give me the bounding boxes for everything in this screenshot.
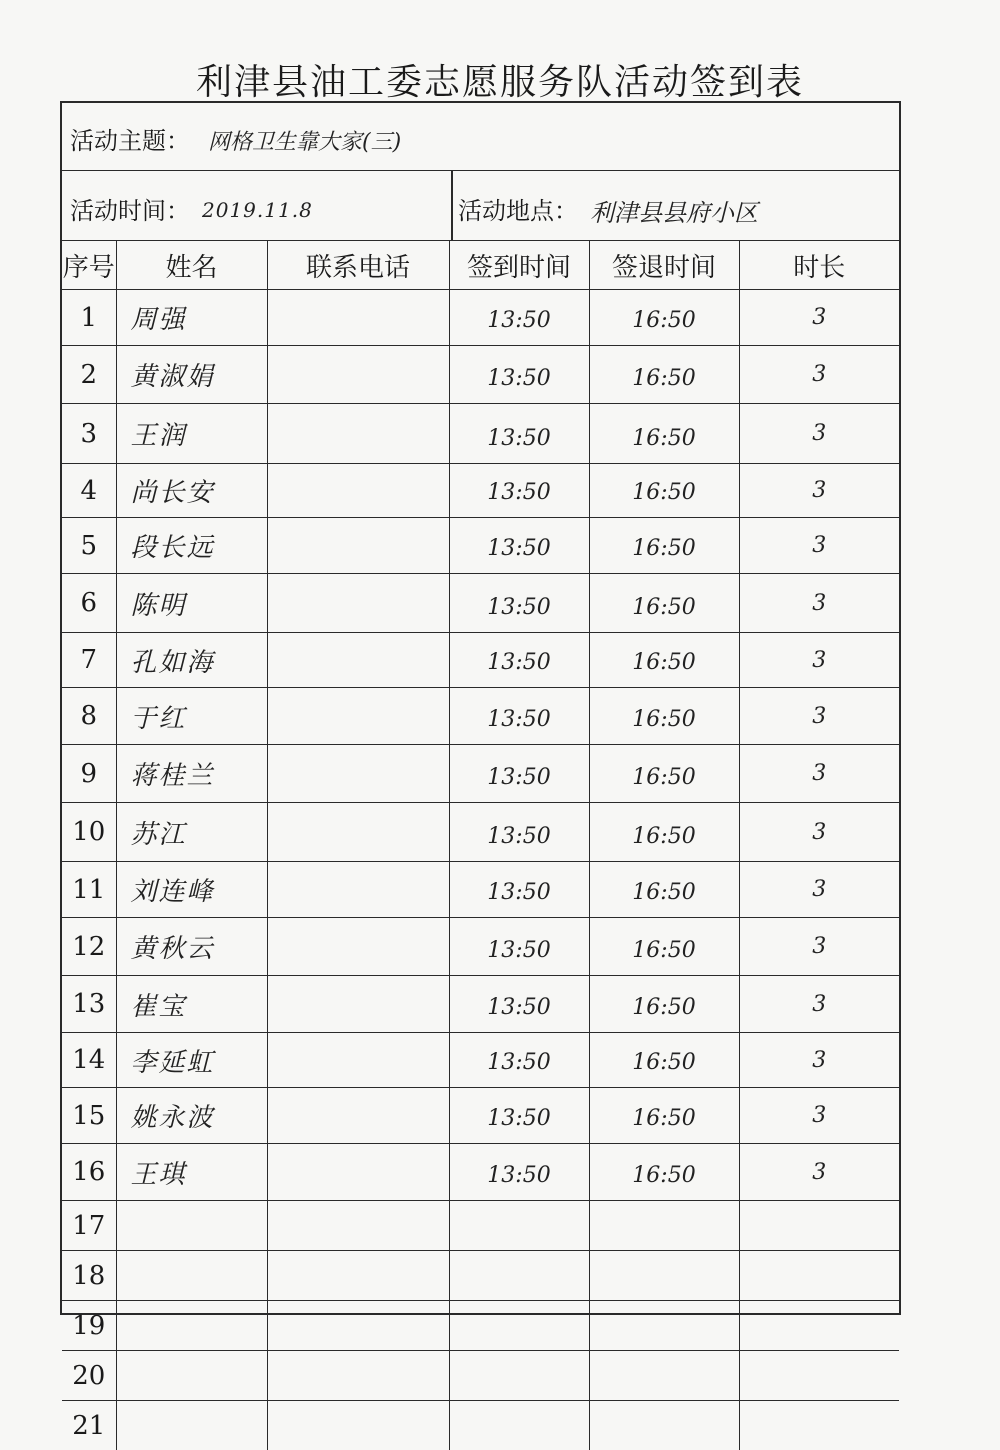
sign-out-time-cell: 16:50 <box>589 404 739 464</box>
table-row <box>62 745 899 803</box>
seq-cell: 21 <box>62 1401 116 1450</box>
phone-cell <box>267 745 449 803</box>
name-cell: 姚永波 <box>116 1088 267 1144</box>
seq-cell: 5 <box>62 518 116 574</box>
table-row <box>62 404 899 464</box>
sign-in-time-cell: 13:50 <box>449 918 589 976</box>
sign-out-time-cell: 16:50 <box>589 1088 739 1144</box>
sign-in-time-cell: 13:50 <box>449 1033 589 1088</box>
duration-cell: 3 <box>739 404 899 464</box>
seq-cell: 2 <box>62 346 116 404</box>
duration-cell: 3 <box>739 464 899 518</box>
time-label: 活动时间： <box>70 191 190 226</box>
seq-cell: 15 <box>62 1088 116 1144</box>
phone-cell <box>267 290 449 346</box>
name-cell: 段长远 <box>116 518 267 574</box>
seq-cell: 12 <box>62 918 116 976</box>
header-phone: 联系电话 <box>267 241 449 290</box>
seq-cell: 14 <box>62 1033 116 1088</box>
phone-cell <box>267 574 449 633</box>
duration-cell: 3 <box>739 918 899 976</box>
table-row <box>62 633 899 688</box>
duration-cell: 3 <box>739 803 899 862</box>
name-cell <box>116 1351 267 1401</box>
seq-cell: 6 <box>62 574 116 633</box>
place-value: 利津县县府小区 <box>590 193 758 228</box>
table-row <box>62 688 899 745</box>
phone-cell <box>267 862 449 918</box>
sign-in-sheet <box>60 101 901 1315</box>
seq-cell: 7 <box>62 633 116 688</box>
seq-cell: 1 <box>62 290 116 346</box>
sign-in-time-cell: 13:50 <box>449 464 589 518</box>
table-row <box>62 918 899 976</box>
sign-out-time-cell <box>589 1251 739 1301</box>
sign-out-time-cell: 16:50 <box>589 290 739 346</box>
table-row <box>62 346 899 404</box>
duration-cell: 3 <box>739 976 899 1033</box>
name-cell: 黄淑娟 <box>116 346 267 404</box>
duration-cell: 3 <box>739 346 899 404</box>
name-cell: 陈明 <box>116 574 267 633</box>
seq-cell: 11 <box>62 862 116 918</box>
name-cell: 蒋桂兰 <box>116 745 267 803</box>
table-row <box>62 1351 899 1401</box>
phone-cell <box>267 688 449 745</box>
sign-out-time-cell: 16:50 <box>589 464 739 518</box>
header-duration: 时长 <box>739 241 899 290</box>
seq-cell: 4 <box>62 464 116 518</box>
name-cell <box>116 1251 267 1301</box>
name-cell <box>116 1201 267 1251</box>
sign-in-time-cell: 13:50 <box>449 290 589 346</box>
phone-cell <box>267 1351 449 1401</box>
sign-out-time-cell: 16:50 <box>589 574 739 633</box>
table-row <box>62 1144 899 1201</box>
name-cell: 黄秋云 <box>116 918 267 976</box>
phone-cell <box>267 976 449 1033</box>
name-cell <box>116 1301 267 1351</box>
seq-cell: 3 <box>62 404 116 464</box>
sign-out-time-cell: 16:50 <box>589 1144 739 1201</box>
duration-cell: 3 <box>739 745 899 803</box>
topic-value: 网格卫生靠大家(三) <box>208 125 401 156</box>
duration-cell <box>739 1201 899 1251</box>
header-seq: 序号 <box>62 241 116 290</box>
sign-in-time-cell <box>449 1251 589 1301</box>
sign-out-time-cell: 16:50 <box>589 745 739 803</box>
duration-cell: 3 <box>739 574 899 633</box>
name-cell: 王润 <box>116 404 267 464</box>
sign-in-time-cell: 13:50 <box>449 976 589 1033</box>
duration-cell: 3 <box>739 633 899 688</box>
phone-cell <box>267 404 449 464</box>
seq-cell: 18 <box>62 1251 116 1301</box>
name-cell: 周强 <box>116 290 267 346</box>
sign-in-time-cell: 13:50 <box>449 633 589 688</box>
table-row <box>62 464 899 518</box>
name-cell: 崔宝 <box>116 976 267 1033</box>
seq-cell: 13 <box>62 976 116 1033</box>
table-row <box>62 976 899 1033</box>
sign-out-time-cell: 16:50 <box>589 1033 739 1088</box>
header-sign-out-time: 签退时间 <box>589 241 739 290</box>
phone-cell <box>267 464 449 518</box>
sign-in-time-cell <box>449 1301 589 1351</box>
table-row <box>62 862 899 918</box>
phone-cell <box>267 803 449 862</box>
sign-out-time-cell <box>589 1351 739 1401</box>
topic-row <box>62 103 899 171</box>
sign-out-time-cell <box>589 1401 739 1450</box>
name-cell: 苏江 <box>116 803 267 862</box>
table-row <box>62 518 899 574</box>
name-cell <box>116 1401 267 1450</box>
duration-cell: 3 <box>739 1144 899 1201</box>
sign-out-time-cell: 16:50 <box>589 918 739 976</box>
header-name: 姓名 <box>116 241 267 290</box>
table-row <box>62 290 899 346</box>
sign-in-time-cell: 13:50 <box>449 574 589 633</box>
sign-in-time-cell: 13:50 <box>449 518 589 574</box>
sign-in-time-cell: 13:50 <box>449 1144 589 1201</box>
seq-cell: 19 <box>62 1301 116 1351</box>
phone-cell <box>267 1144 449 1201</box>
duration-cell: 3 <box>739 290 899 346</box>
sign-out-time-cell: 16:50 <box>589 803 739 862</box>
phone-cell <box>267 1088 449 1144</box>
phone-cell <box>267 633 449 688</box>
table-row <box>62 1033 899 1088</box>
name-cell: 尚长安 <box>116 464 267 518</box>
table-row <box>62 574 899 633</box>
duration-cell: 3 <box>739 1033 899 1088</box>
phone-cell <box>267 1301 449 1351</box>
form-title: 利津县油工委志愿服务队活动签到表 <box>0 54 1000 105</box>
sign-in-time-cell: 13:50 <box>449 862 589 918</box>
sign-out-time-cell <box>589 1201 739 1251</box>
sign-in-time-cell: 13:50 <box>449 803 589 862</box>
sign-out-time-cell <box>589 1301 739 1351</box>
table-row <box>62 1251 899 1301</box>
topic-label: 活动主题： <box>70 121 190 156</box>
phone-cell <box>267 1201 449 1251</box>
name-cell: 王琪 <box>116 1144 267 1201</box>
sign-in-time-cell: 13:50 <box>449 688 589 745</box>
sign-in-time-cell <box>449 1201 589 1251</box>
sign-out-time-cell: 16:50 <box>589 976 739 1033</box>
name-cell: 孔如海 <box>116 633 267 688</box>
phone-cell <box>267 1033 449 1088</box>
table-row <box>62 1401 899 1450</box>
phone-cell <box>267 346 449 404</box>
table-header-row <box>62 241 899 290</box>
meta-divider <box>451 171 453 240</box>
table-row <box>62 1088 899 1144</box>
sign-out-time-cell: 16:50 <box>589 518 739 574</box>
duration-cell: 3 <box>739 688 899 745</box>
seq-cell: 17 <box>62 1201 116 1251</box>
sign-out-time-cell: 16:50 <box>589 688 739 745</box>
duration-cell: 3 <box>739 518 899 574</box>
phone-cell <box>267 518 449 574</box>
duration-cell: 3 <box>739 1088 899 1144</box>
sign-out-time-cell: 16:50 <box>589 862 739 918</box>
phone-cell <box>267 918 449 976</box>
attendance-table <box>62 241 899 1450</box>
time-place-row <box>62 171 899 241</box>
seq-cell: 10 <box>62 803 116 862</box>
table-row <box>62 1201 899 1251</box>
name-cell: 刘连峰 <box>116 862 267 918</box>
sign-out-time-cell: 16:50 <box>589 346 739 404</box>
table-row <box>62 803 899 862</box>
duration-cell <box>739 1351 899 1401</box>
seq-cell: 16 <box>62 1144 116 1201</box>
duration-cell <box>739 1251 899 1301</box>
sign-in-time-cell <box>449 1351 589 1401</box>
place-label: 活动地点： <box>458 191 578 226</box>
table-row <box>62 1301 899 1351</box>
time-value: 2019.11.8 <box>202 198 313 222</box>
sign-in-time-cell <box>449 1401 589 1450</box>
sign-in-time-cell: 13:50 <box>449 404 589 464</box>
seq-cell: 9 <box>62 745 116 803</box>
seq-cell: 8 <box>62 688 116 745</box>
duration-cell: 3 <box>739 862 899 918</box>
sign-in-time-cell: 13:50 <box>449 745 589 803</box>
duration-cell <box>739 1401 899 1450</box>
sign-in-time-cell: 13:50 <box>449 1088 589 1144</box>
sign-in-time-cell: 13:50 <box>449 346 589 404</box>
seq-cell: 20 <box>62 1351 116 1401</box>
header-sign-in-time: 签到时间 <box>449 241 589 290</box>
phone-cell <box>267 1401 449 1450</box>
duration-cell <box>739 1301 899 1351</box>
name-cell: 于红 <box>116 688 267 745</box>
name-cell: 李延虹 <box>116 1033 267 1088</box>
phone-cell <box>267 1251 449 1301</box>
sign-out-time-cell: 16:50 <box>589 633 739 688</box>
